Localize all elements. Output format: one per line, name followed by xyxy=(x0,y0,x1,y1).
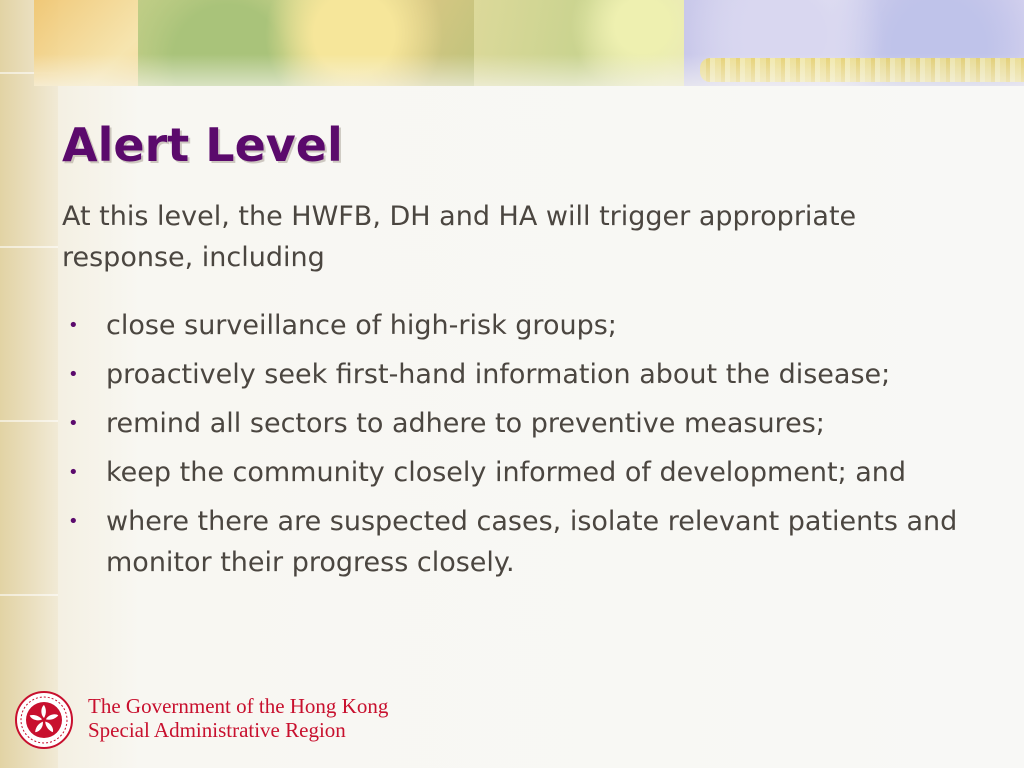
list-item xyxy=(62,501,997,583)
bullet-icon: • xyxy=(68,511,79,532)
intro-text: At this level, the HWFB, DH and HA will trigger appropriate response, including xyxy=(62,201,857,273)
bullet-icon: • xyxy=(68,315,79,336)
list-item-text: proactively seek first-hand information about the disease; xyxy=(106,359,891,390)
left-texture-band xyxy=(0,0,58,768)
footer-line: Special Administrative Region xyxy=(88,718,346,742)
hksar-emblem-icon xyxy=(14,690,74,750)
slide-title: Alert Level xyxy=(62,118,343,172)
emblem-graphic xyxy=(14,690,74,750)
bullet-icon: • xyxy=(68,462,79,483)
footer-line: The Government of the Hong Kong xyxy=(88,694,389,718)
bullet-icon: • xyxy=(68,413,79,434)
bullet-icon: • xyxy=(68,364,79,385)
list-item xyxy=(62,354,997,395)
banner-fade xyxy=(34,54,1024,86)
list-item-text: close surveillance of high-risk groups; xyxy=(106,310,617,341)
bullet-list xyxy=(62,305,997,591)
list-item-text: remind all sectors to adhere to preventive measures; xyxy=(106,408,825,439)
list-item xyxy=(62,403,997,444)
list-item-text: keep the community closely informed of development; and xyxy=(106,457,907,488)
list-item-text: where there are suspected cases, isolate relevant patients and monitor their progress closely. xyxy=(106,506,958,578)
footer-government-name xyxy=(88,694,388,742)
list-item xyxy=(62,452,997,493)
list-item xyxy=(62,305,997,346)
